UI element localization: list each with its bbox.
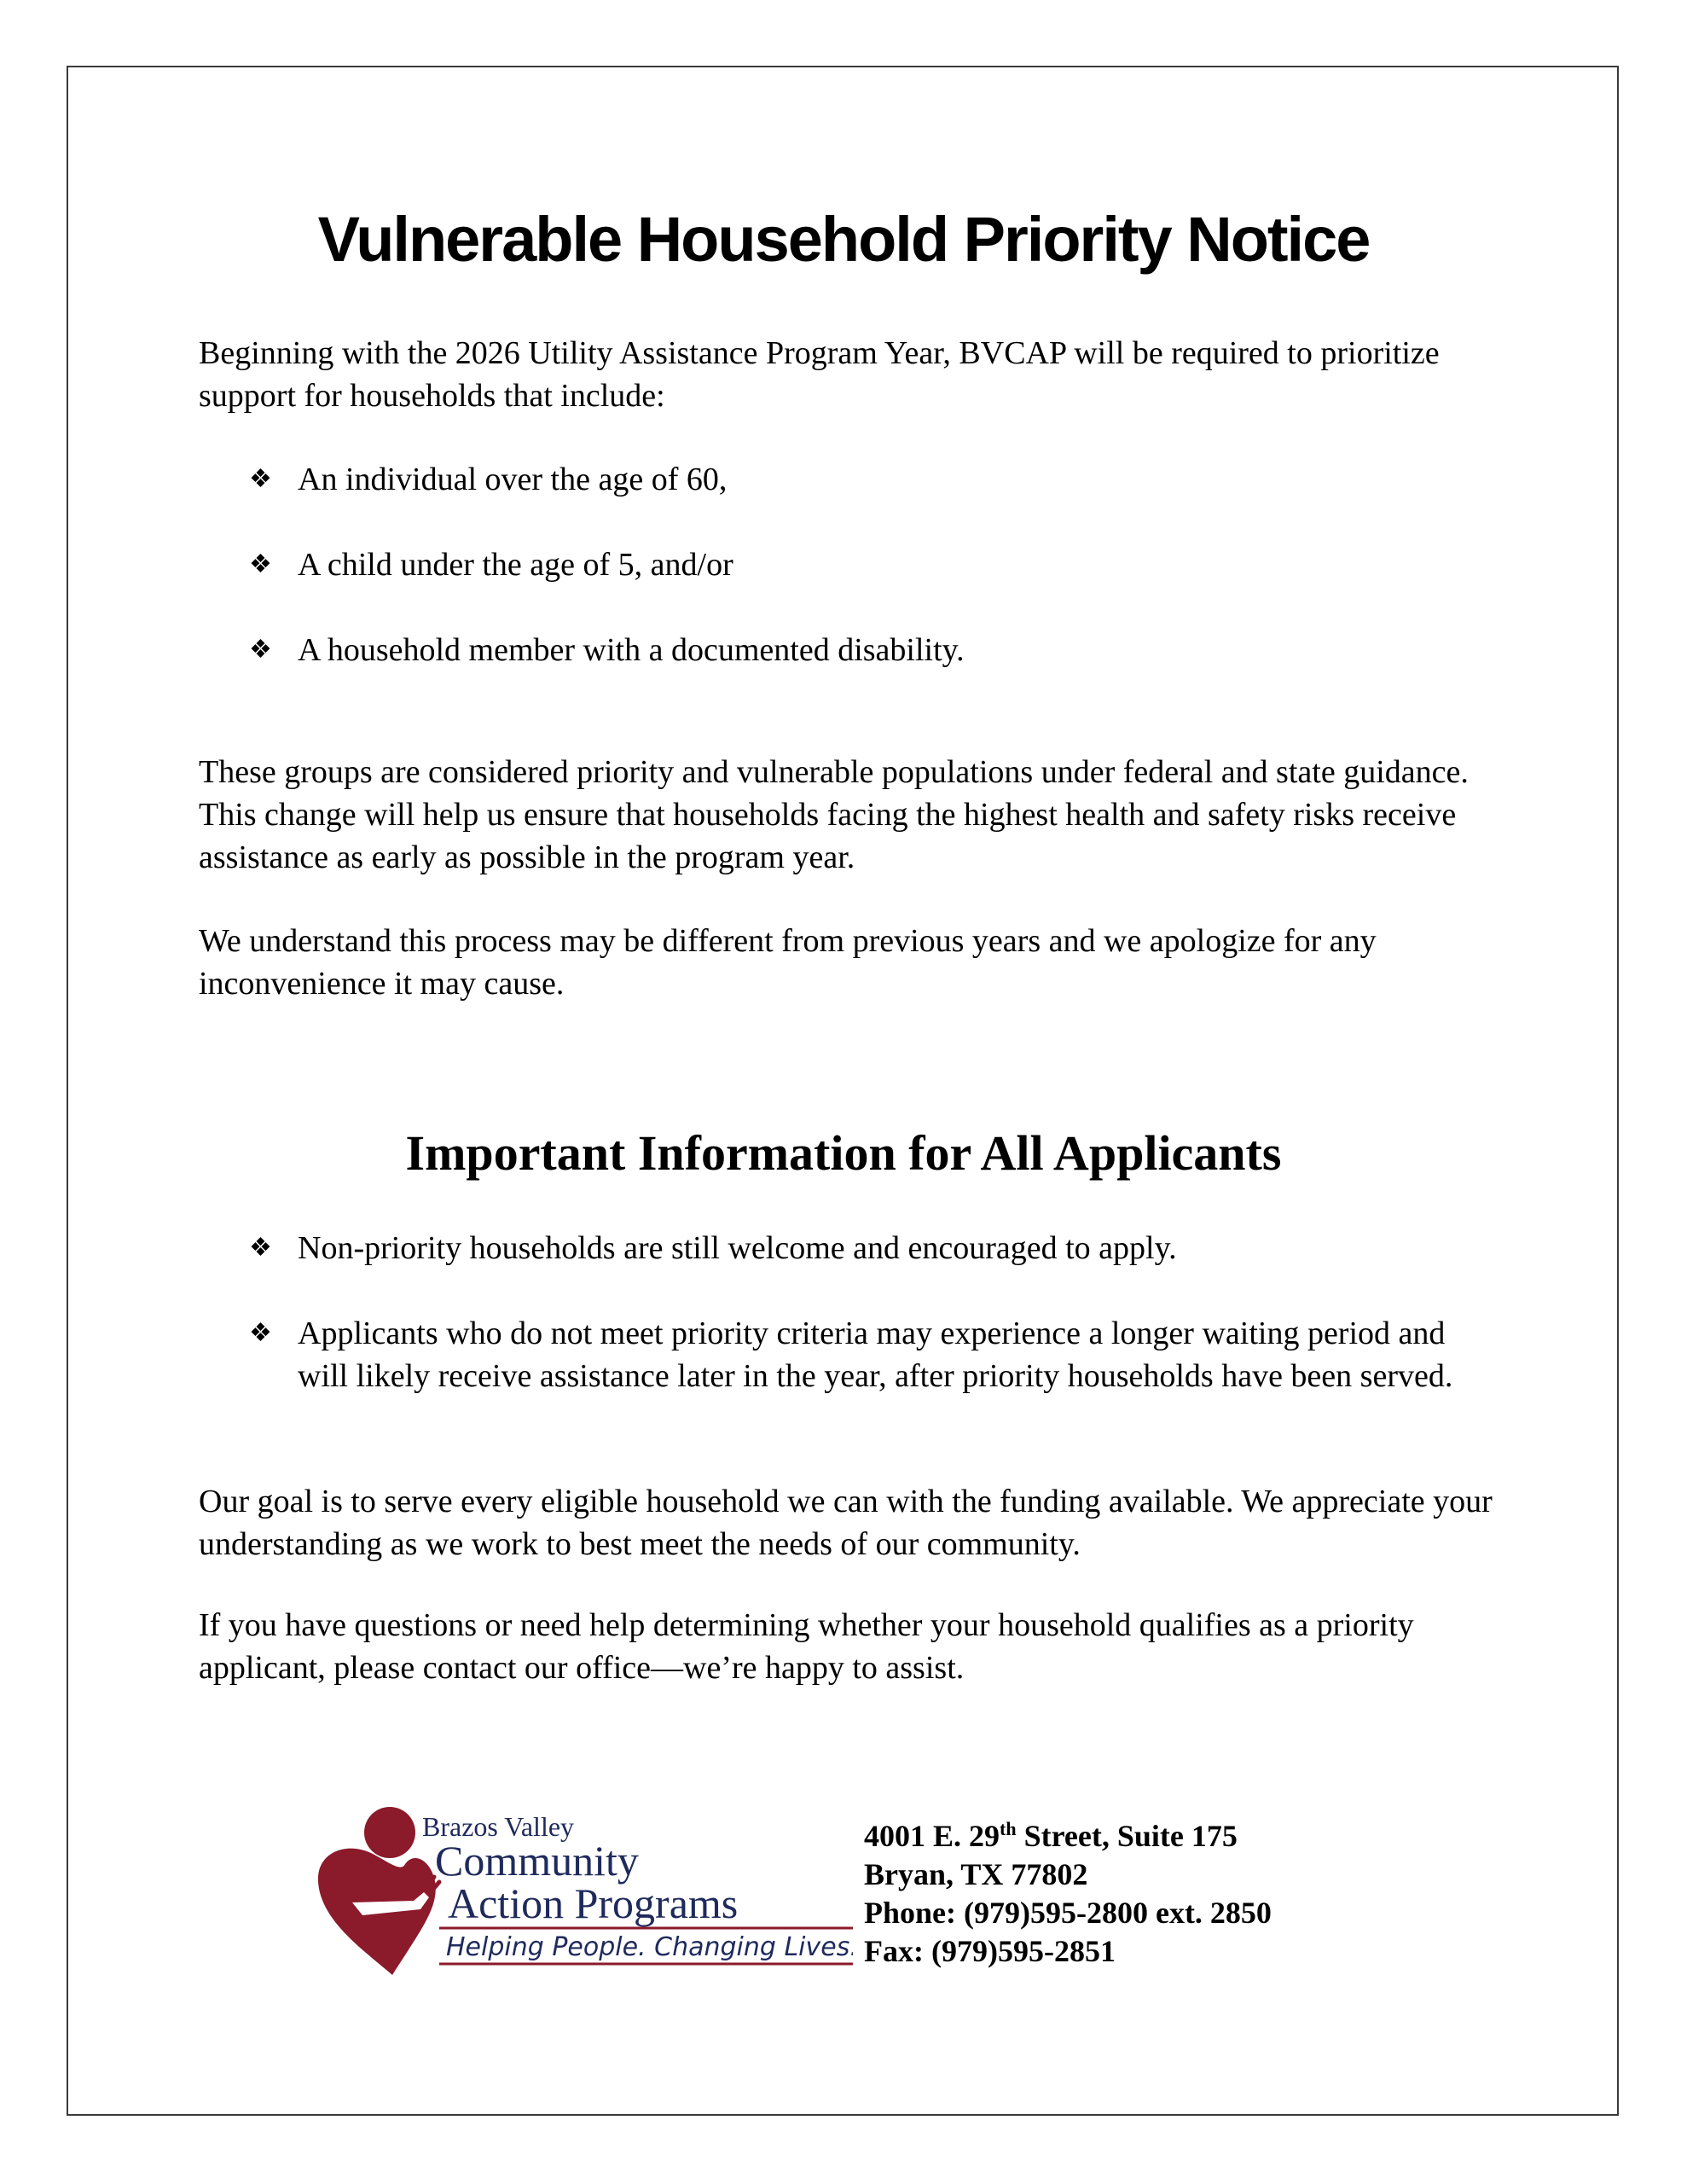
priority-paragraph: These groups are considered priority and vulnerable populations under federal and state guidance. This change will help us ensure that households facing the highest health and safety risks receive assistance as early as possible in the program year. <box>199 754 1469 875</box>
info-bullet: ❖ Non-priority households are still welcome and encouraged to apply. <box>249 1227 1477 1269</box>
logo-line2: Community <box>435 1837 639 1885</box>
address-line: 4001 E. 29th Street, Suite 175 <box>864 1818 1238 1853</box>
priority-bullet: ❖ A child under the age of 5, and/or <box>249 543 1477 586</box>
diamond-bullet-icon: ❖ <box>249 465 272 493</box>
contact-block <box>864 1817 1272 1971</box>
contact-paragraph: If you have questions or need help determining whether your household qualifies as a priority applicant, please contact our office—we’re happy to assist. <box>199 1607 1414 1686</box>
section-heading: Important Information for All Applicants <box>405 1125 1282 1181</box>
intro-paragraph: Beginning with the 2026 Utility Assistance Program Year, BVCAP will be required to prioritize support for households that include: <box>199 335 1440 414</box>
diamond-bullet-icon: ❖ <box>249 636 272 664</box>
city-line: Bryan, TX 77802 <box>864 1857 1088 1891</box>
page-title: Vulnerable Household Priority Notice <box>317 204 1370 275</box>
phone-line: Phone: (979)595-2800 ext. 2850 <box>864 1896 1272 1930</box>
apology-paragraph: We understand this process may be different from previous years and we apologize for any inconvenience it may cause. <box>199 923 1377 1002</box>
heart-hug-icon <box>311 1800 853 1988</box>
diamond-bullet-icon: ❖ <box>249 1319 272 1347</box>
priority-bullet: ❖ An individual over the age of 60, <box>249 458 1477 501</box>
fax-line: Fax: (979)595-2851 <box>864 1934 1116 1968</box>
bvcap-logo <box>311 1800 853 1988</box>
info-bullet: ❖ Applicants who do not meet priority criteria may experience a longer waiting period and will likely receive assistance later in the year, after priority households have been served. <box>249 1312 1477 1397</box>
logo-tagline: Helping People. Changing Lives. <box>446 1932 853 1962</box>
logo-line1: Brazos Valley <box>422 1811 575 1842</box>
goal-paragraph: Our goal is to serve every eligible household we can with the funding available. We appreciate your understanding as we work to best meet the needs of our community. <box>199 1484 1493 1562</box>
priority-bullet: ❖ A household member with a documented disability. <box>249 629 1477 671</box>
logo-line3: Action Programs <box>448 1879 739 1927</box>
diamond-bullet-icon: ❖ <box>249 550 272 578</box>
diamond-bullet-icon: ❖ <box>249 1234 272 1262</box>
